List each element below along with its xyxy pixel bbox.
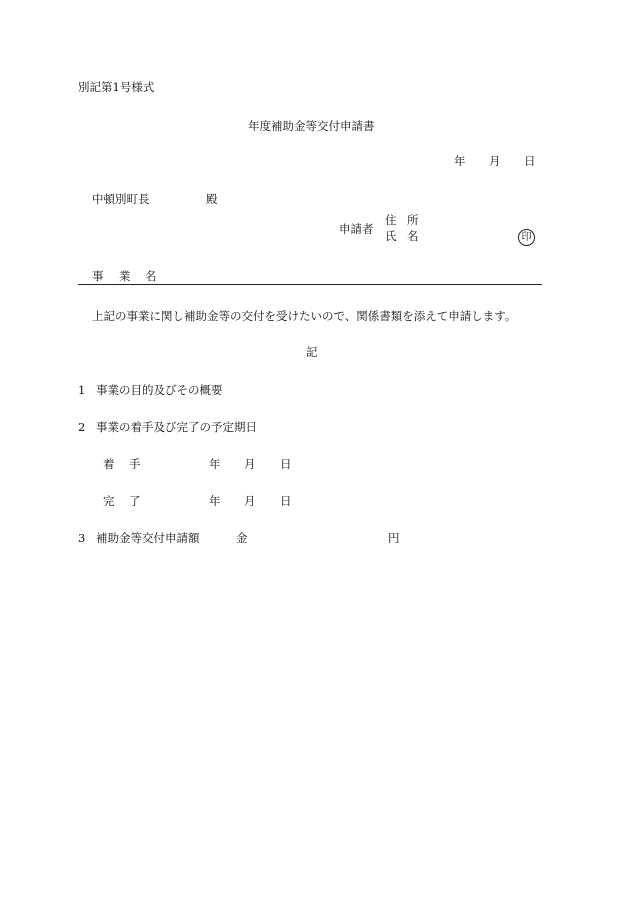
project-label-1: 事 (92, 269, 104, 283)
document-title: 年度補助金等交付申請書 (248, 119, 375, 133)
start-year: 年 (209, 457, 221, 471)
ki-heading: 記 (306, 345, 318, 359)
finish-label-2: 了 (129, 494, 141, 508)
item-1-text: 事業の目的及びその概要 (96, 383, 223, 397)
item-3-number: 3 (78, 531, 86, 545)
start-month: 月 (244, 457, 256, 471)
item-2-number: 2 (78, 420, 86, 434)
item-3-text: 補助金等交付申請額 (96, 531, 200, 545)
amount-kin: 金 (236, 531, 248, 545)
amount-yen: 円 (388, 531, 400, 545)
name-label-2: 名 (407, 229, 419, 243)
finish-year: 年 (209, 494, 221, 508)
finish-day: 日 (280, 494, 292, 508)
application-statement: 上記の事業に関し補助金等の交付を受けたいので、関係書類を添えて申請します。 (92, 309, 517, 323)
finish-label-1: 完 (103, 494, 115, 508)
project-label-3: 名 (145, 269, 157, 283)
project-label-2: 業 (119, 269, 131, 283)
date-day: 日 (524, 154, 536, 168)
seal-mark: 印 (518, 229, 535, 246)
project-name-underline (78, 284, 542, 285)
item-1-number: 1 (78, 383, 86, 397)
date-month: 月 (489, 154, 501, 168)
applicant-label: 申請者 (339, 222, 374, 236)
finish-month: 月 (244, 494, 256, 508)
form-id: 別記第1号様式 (78, 80, 155, 94)
start-label-1: 着 (103, 457, 115, 471)
date-year: 年 (454, 154, 466, 168)
item-2-text: 事業の着手及び完了の予定期日 (96, 420, 257, 434)
name-label-1: 氏 (385, 229, 397, 243)
address-label-1: 住 (385, 213, 397, 227)
address-label-2: 所 (407, 213, 419, 227)
addressee-name: 中頓別町長 (92, 192, 150, 206)
start-day: 日 (280, 457, 292, 471)
addressee-honorific: 殿 (206, 192, 218, 206)
start-label-2: 手 (129, 457, 141, 471)
